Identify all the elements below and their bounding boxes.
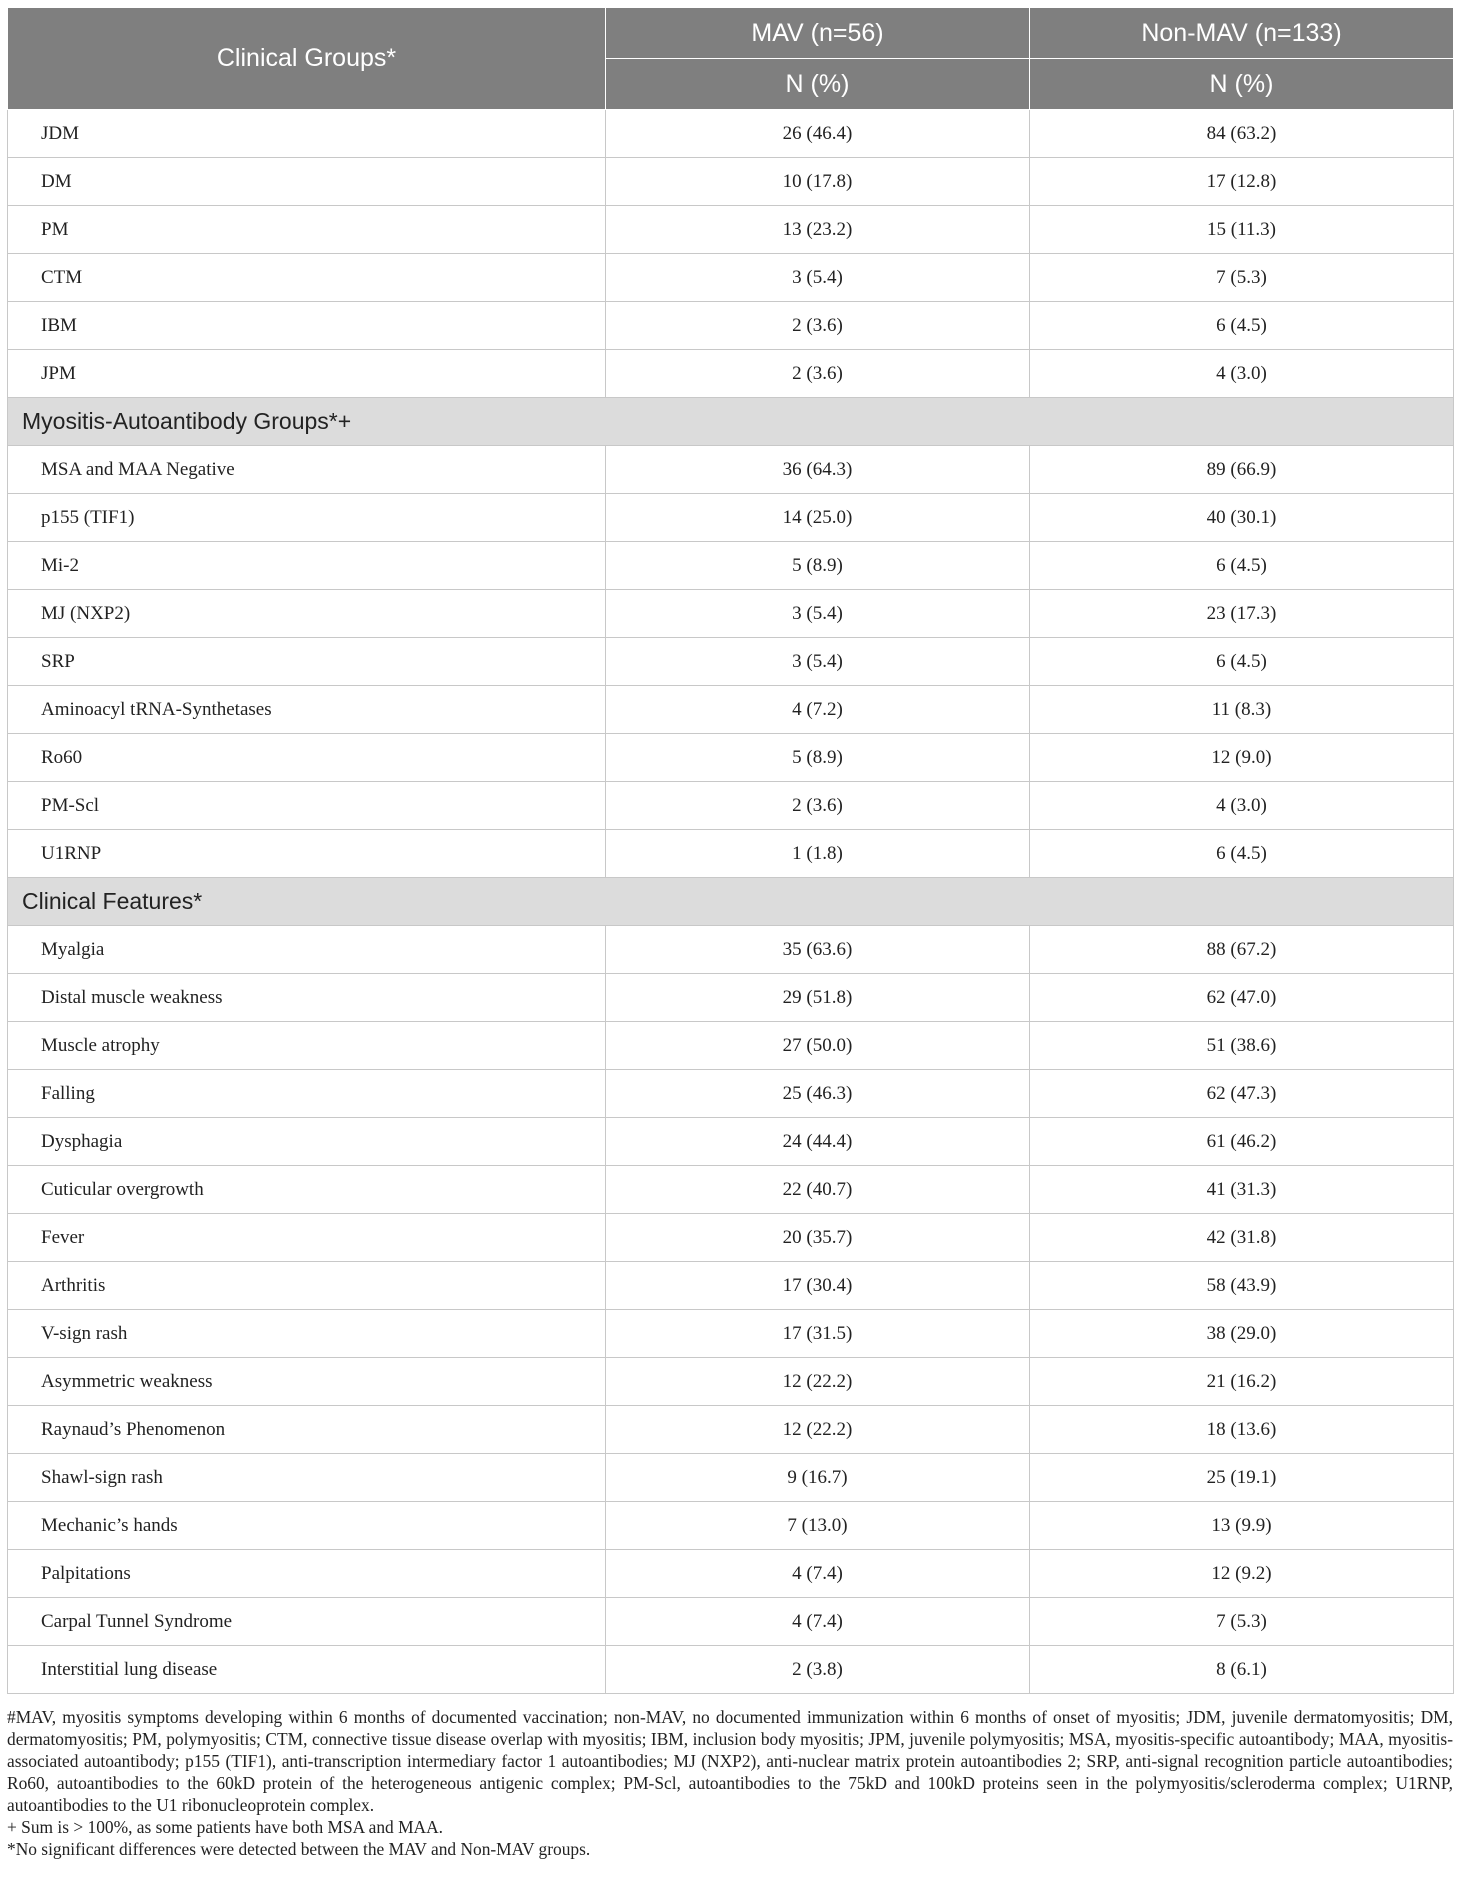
row-non-mav-value: 41 (31.3) <box>1030 1166 1454 1214</box>
row-non-mav-value: 21 (16.2) <box>1030 1358 1454 1406</box>
row-label: Arthritis <box>8 1262 606 1310</box>
table-row <box>8 782 1454 830</box>
row-label: MSA and MAA Negative <box>8 446 606 494</box>
table-row <box>8 1022 1454 1070</box>
table-row <box>8 638 1454 686</box>
row-label: Myalgia <box>8 926 606 974</box>
row-non-mav-value: 6 (4.5) <box>1030 302 1454 350</box>
table-row <box>8 1502 1454 1550</box>
row-label: PM <box>8 206 606 254</box>
table-row <box>8 1454 1454 1502</box>
row-non-mav-value: 62 (47.0) <box>1030 974 1454 1022</box>
table-row <box>8 1262 1454 1310</box>
row-label: IBM <box>8 302 606 350</box>
row-label: U1RNP <box>8 830 606 878</box>
row-mav-value: 35 (63.6) <box>606 926 1030 974</box>
row-label: CTM <box>8 254 606 302</box>
row-mav-value: 3 (5.4) <box>606 254 1030 302</box>
table-row <box>8 734 1454 782</box>
row-non-mav-value: 12 (9.2) <box>1030 1550 1454 1598</box>
row-mav-value: 2 (3.8) <box>606 1646 1030 1694</box>
table-row <box>8 302 1454 350</box>
subheader-non-mav-n-pct: N (%) <box>1030 59 1454 110</box>
row-mav-value: 12 (22.2) <box>606 1358 1030 1406</box>
row-label: Falling <box>8 1070 606 1118</box>
row-label: MJ (NXP2) <box>8 590 606 638</box>
table-row <box>8 1310 1454 1358</box>
row-non-mav-value: 6 (4.5) <box>1030 542 1454 590</box>
row-mav-value: 4 (7.2) <box>606 686 1030 734</box>
row-mav-value: 3 (5.4) <box>606 638 1030 686</box>
table-row <box>8 254 1454 302</box>
row-non-mav-value: 4 (3.0) <box>1030 782 1454 830</box>
row-non-mav-value: 15 (11.3) <box>1030 206 1454 254</box>
table-row <box>8 158 1454 206</box>
row-mav-value: 14 (25.0) <box>606 494 1030 542</box>
table-body <box>8 110 1454 1694</box>
row-non-mav-value: 88 (67.2) <box>1030 926 1454 974</box>
row-non-mav-value: 51 (38.6) <box>1030 1022 1454 1070</box>
table-container <box>7 7 1453 1694</box>
table-row <box>8 1118 1454 1166</box>
row-non-mav-value: 62 (47.3) <box>1030 1070 1454 1118</box>
table-row <box>8 1598 1454 1646</box>
row-label: Cuticular overgrowth <box>8 1166 606 1214</box>
row-label: Asymmetric weakness <box>8 1358 606 1406</box>
header-non-mav: Non-MAV (n=133) <box>1030 8 1454 59</box>
table-row <box>8 1550 1454 1598</box>
row-non-mav-value: 18 (13.6) <box>1030 1406 1454 1454</box>
row-label: Aminoacyl tRNA-Synthetases <box>8 686 606 734</box>
footnotes <box>7 1706 1453 1860</box>
header-clinical-groups: Clinical Groups* <box>8 8 606 110</box>
table-row <box>8 206 1454 254</box>
table-row <box>8 1358 1454 1406</box>
row-mav-value: 10 (17.8) <box>606 158 1030 206</box>
table-row <box>8 494 1454 542</box>
row-label: V-sign rash <box>8 1310 606 1358</box>
table-row <box>8 1646 1454 1694</box>
row-mav-value: 5 (8.9) <box>606 734 1030 782</box>
row-mav-value: 20 (35.7) <box>606 1214 1030 1262</box>
table-row <box>8 1214 1454 1262</box>
table-header <box>8 8 1454 110</box>
row-non-mav-value: 61 (46.2) <box>1030 1118 1454 1166</box>
row-label: JPM <box>8 350 606 398</box>
subheader-mav-n-pct: N (%) <box>606 59 1030 110</box>
row-non-mav-value: 84 (63.2) <box>1030 110 1454 158</box>
table-row <box>8 974 1454 1022</box>
row-non-mav-value: 58 (43.9) <box>1030 1262 1454 1310</box>
row-non-mav-value: 38 (29.0) <box>1030 1310 1454 1358</box>
row-non-mav-value: 12 (9.0) <box>1030 734 1454 782</box>
row-mav-value: 4 (7.4) <box>606 1550 1030 1598</box>
row-mav-value: 2 (3.6) <box>606 782 1030 830</box>
row-label: PM-Scl <box>8 782 606 830</box>
row-label: Palpitations <box>8 1550 606 1598</box>
row-mav-value: 13 (23.2) <box>606 206 1030 254</box>
row-label: Mi-2 <box>8 542 606 590</box>
row-mav-value: 27 (50.0) <box>606 1022 1030 1070</box>
row-non-mav-value: 89 (66.9) <box>1030 446 1454 494</box>
row-mav-value: 26 (46.4) <box>606 110 1030 158</box>
table-row <box>8 446 1454 494</box>
row-non-mav-value: 23 (17.3) <box>1030 590 1454 638</box>
row-label: Muscle atrophy <box>8 1022 606 1070</box>
row-mav-value: 4 (7.4) <box>606 1598 1030 1646</box>
row-non-mav-value: 8 (6.1) <box>1030 1646 1454 1694</box>
row-non-mav-value: 40 (30.1) <box>1030 494 1454 542</box>
row-mav-value: 2 (3.6) <box>606 302 1030 350</box>
table-row <box>8 830 1454 878</box>
row-non-mav-value: 4 (3.0) <box>1030 350 1454 398</box>
row-non-mav-value: 25 (19.1) <box>1030 1454 1454 1502</box>
row-mav-value: 17 (30.4) <box>606 1262 1030 1310</box>
table-row <box>8 1070 1454 1118</box>
section-clinical-features-label: Clinical Features* <box>8 878 1454 926</box>
row-mav-value: 2 (3.6) <box>606 350 1030 398</box>
row-mav-value: 12 (22.2) <box>606 1406 1030 1454</box>
row-non-mav-value: 6 (4.5) <box>1030 638 1454 686</box>
table-row <box>8 350 1454 398</box>
row-label: Raynaud’s Phenomenon <box>8 1406 606 1454</box>
footnote-abbreviations: #MAV, myositis symptoms developing within 6 months of documented vaccination; non-MAV, no documented immunization within 6 months of onset of myositis; JDM, juvenile dermatomyositis; DM, dermatomyositis; PM, polymyositis; CTM, connective tissue disease overlap with myositis; IBM, inclusion body myositis; JPM, juvenile polymyositis; MSA, myositis-specific autoantibody; MAA, myositis-associated autoantibody; p155 (TIF1), anti-transcription intermediary factor 1 autoantibodies; MJ (NXP2), anti-nuclear matrix protein autoantibodies 2; SRP, anti-signal recognition particle autoantibodies; Ro60, autoantibodies to the 60kD protein of the heterogeneous antigenic complex; PM-Scl, autoantibodies to the 75kD and 100kD proteins seen in the polymyositis/scleroderma complex; U1RNP, autoantibodies to the U1 ribonucleoprotein complex. <box>7 1707 1453 1815</box>
footnote-significance: *No significant differences were detected between the MAV and Non-MAV groups. <box>7 1839 591 1859</box>
row-label: Mechanic’s hands <box>8 1502 606 1550</box>
row-mav-value: 9 (16.7) <box>606 1454 1030 1502</box>
table-row <box>8 590 1454 638</box>
row-mav-value: 5 (8.9) <box>606 542 1030 590</box>
header-mav: MAV (n=56) <box>606 8 1030 59</box>
row-label: Ro60 <box>8 734 606 782</box>
row-non-mav-value: 7 (5.3) <box>1030 1598 1454 1646</box>
row-label: JDM <box>8 110 606 158</box>
row-label: SRP <box>8 638 606 686</box>
row-mav-value: 17 (31.5) <box>606 1310 1030 1358</box>
table-row <box>8 686 1454 734</box>
row-mav-value: 1 (1.8) <box>606 830 1030 878</box>
row-non-mav-value: 42 (31.8) <box>1030 1214 1454 1262</box>
row-label: DM <box>8 158 606 206</box>
row-mav-value: 22 (40.7) <box>606 1166 1030 1214</box>
row-non-mav-value: 13 (9.9) <box>1030 1502 1454 1550</box>
row-non-mav-value: 7 (5.3) <box>1030 254 1454 302</box>
row-mav-value: 36 (64.3) <box>606 446 1030 494</box>
data-table <box>7 7 1454 1694</box>
row-mav-value: 24 (44.4) <box>606 1118 1030 1166</box>
row-label: Interstitial lung disease <box>8 1646 606 1694</box>
table-row <box>8 1166 1454 1214</box>
row-label: Distal muscle weakness <box>8 974 606 1022</box>
row-label: Dysphagia <box>8 1118 606 1166</box>
row-mav-value: 7 (13.0) <box>606 1502 1030 1550</box>
row-non-mav-value: 17 (12.8) <box>1030 158 1454 206</box>
row-label: p155 (TIF1) <box>8 494 606 542</box>
section-clinical-features <box>8 878 1454 926</box>
table-row <box>8 542 1454 590</box>
section-autoantibody-groups <box>8 398 1454 446</box>
section-autoantibody-groups-label: Myositis-Autoantibody Groups*+ <box>8 398 1454 446</box>
table-row <box>8 926 1454 974</box>
row-mav-value: 3 (5.4) <box>606 590 1030 638</box>
row-label: Carpal Tunnel Syndrome <box>8 1598 606 1646</box>
row-mav-value: 25 (46.3) <box>606 1070 1030 1118</box>
row-label: Shawl-sign rash <box>8 1454 606 1502</box>
row-label: Fever <box>8 1214 606 1262</box>
row-non-mav-value: 11 (8.3) <box>1030 686 1454 734</box>
row-non-mav-value: 6 (4.5) <box>1030 830 1454 878</box>
table-row <box>8 110 1454 158</box>
table-row <box>8 1406 1454 1454</box>
footnote-sum: + Sum is > 100%, as some patients have both MSA and MAA. <box>7 1817 444 1837</box>
row-mav-value: 29 (51.8) <box>606 974 1030 1022</box>
